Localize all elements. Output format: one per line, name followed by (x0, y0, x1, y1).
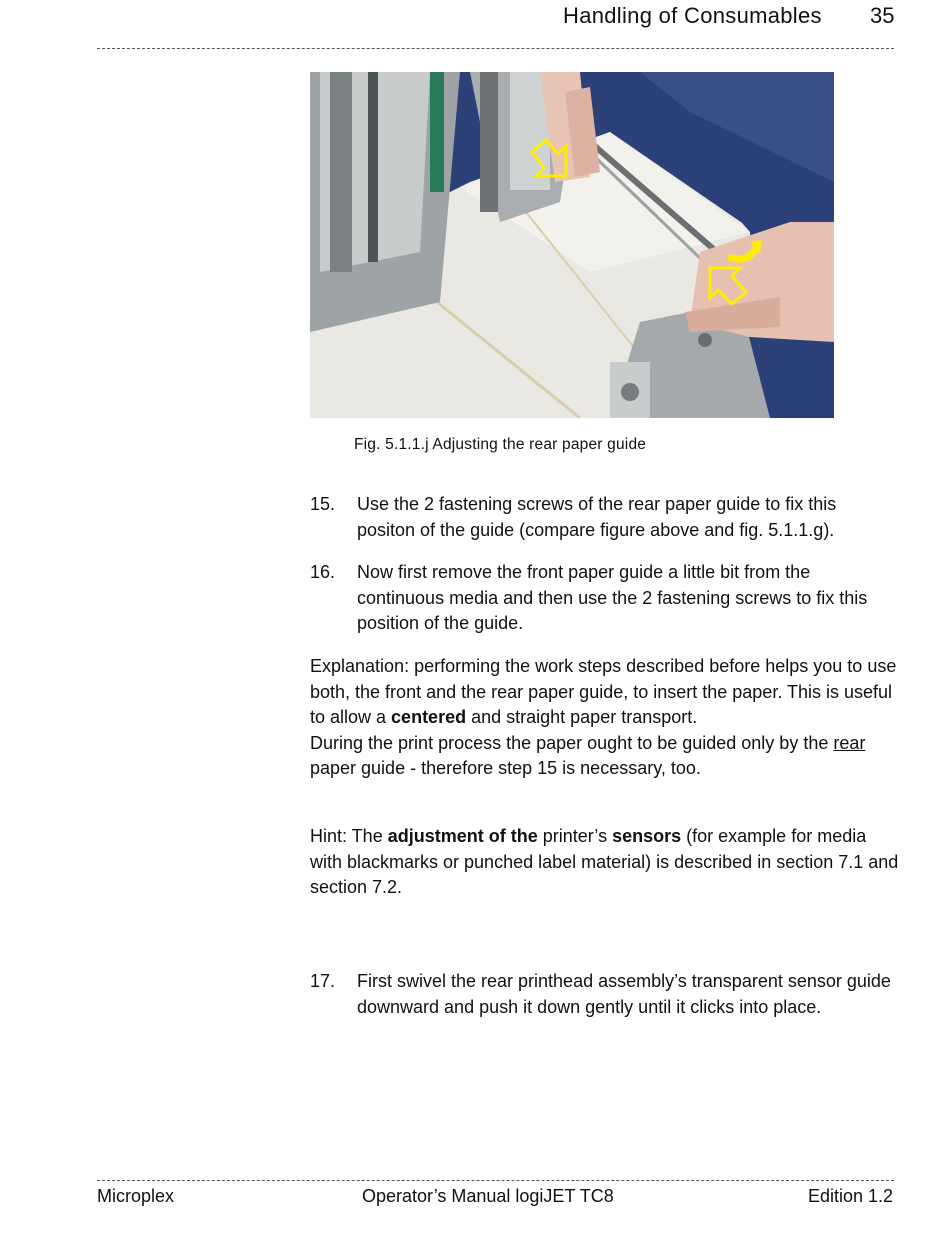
footer-rule (97, 1180, 894, 1181)
explanation-text-end: and straight paper transport. (466, 707, 698, 727)
step-16 (310, 560, 897, 637)
step-number: 15. (310, 494, 336, 514)
step-number: 17. (310, 971, 336, 991)
printer-paper-guide-illustration (310, 72, 834, 418)
footer-edition: Edition 1.2 (808, 1186, 894, 1206)
footer-company: Microplex (97, 1186, 175, 1206)
explanation-underlined: rear (833, 732, 866, 753)
figure-caption: Fig. 5.1.1.j Adjusting the rear paper guide (354, 436, 647, 453)
step-text: Use the 2 fastening screws of the rear paper guide to fix this positon of the guide (compare figure above and fig. 5.1.1.g). (357, 494, 837, 540)
footer-manual-title: Operator’s Manual logiJET TC8 (362, 1186, 614, 1206)
running-header-title: Handling of Consumables (563, 3, 822, 28)
page-number: 35 (870, 3, 895, 28)
explanation-text: Explanation: performing the work steps described before helps you to use both, the front and the rear paper guide, to insert the paper. This is useful to allow a (310, 656, 897, 727)
explanation-line2-end: paper guide - therefore step 15 is necessary, too. (310, 758, 701, 778)
step-17 (310, 969, 897, 1020)
step-text: First swivel the rear printhead assembly’s transparent sensor guide downward and push it down gently until it clicks into place. (357, 971, 891, 1017)
hint-suffix: (for example for media with blackmarks or punched label material) is described in section 7.1 and section 7.2. (310, 826, 899, 897)
header-rule (97, 48, 894, 49)
explanation-bold: centered (391, 707, 467, 727)
hint-prefix: Hint: The (310, 826, 388, 846)
hint-bold-2: sensors (612, 826, 682, 846)
step-15 (310, 492, 897, 543)
hint-paragraph (310, 824, 900, 901)
hint-bold-1: adjustment of the (387, 826, 538, 846)
step-number: 16. (310, 562, 336, 582)
hint-mid: printer’s (537, 826, 613, 846)
explanation-paragraph (310, 654, 900, 782)
figure-photo (310, 72, 834, 418)
explanation-line2-start: During the print process the paper ought to be guided only by the (310, 732, 834, 753)
step-text: Now first remove the front paper guide a little bit from the continuous media and then use the 2 fastening screws to fix this position of the guide. (357, 562, 868, 633)
